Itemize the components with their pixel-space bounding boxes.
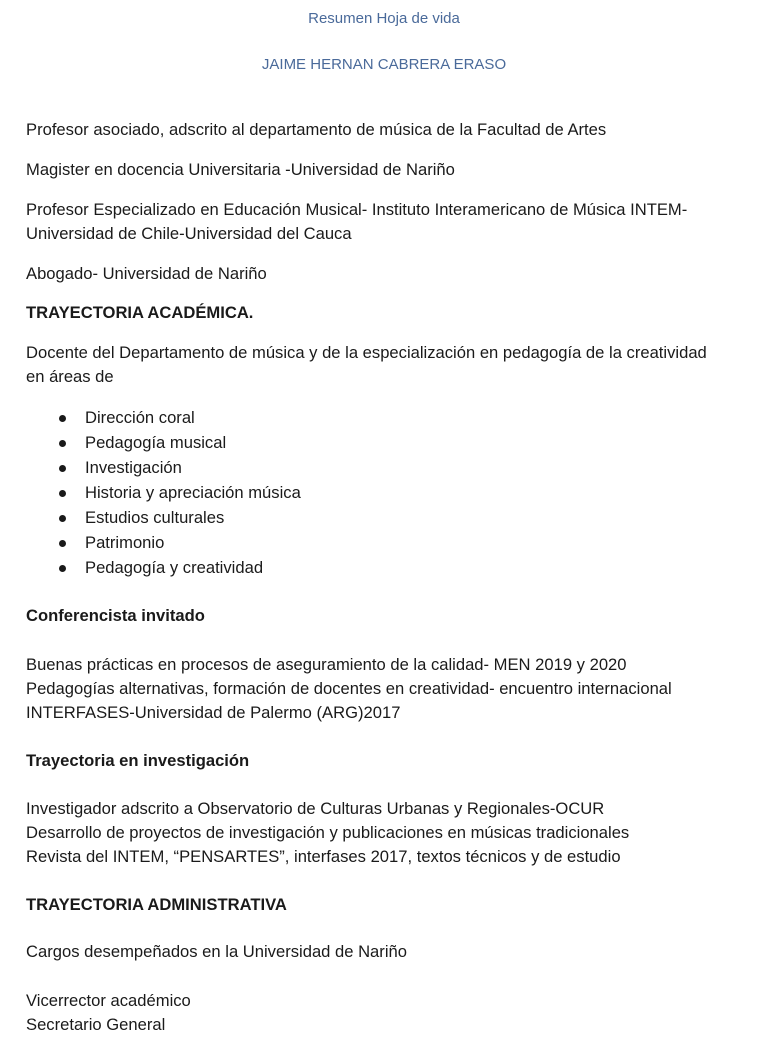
- bullet-icon: [59, 515, 66, 522]
- intro-line-specialization-1: Profesor Especializado en Educación Musical- Instituto Interamericano de Música INTEM-: [26, 200, 688, 219]
- list-item: Historia y apreciación música: [0, 481, 600, 505]
- academic-description-2: en áreas de: [26, 367, 114, 386]
- bullet-icon: [59, 490, 66, 497]
- intro-line-lawyer: Abogado- Universidad de Nariño: [26, 264, 267, 283]
- document-title: Resumen Hoja de vida: [308, 10, 460, 27]
- heading-speaker: Conferencista invitado: [26, 606, 205, 625]
- list-item: Dirección coral: [0, 406, 600, 430]
- research-line-1: Investigador adscrito a Observatorio de Culturas Urbanas y Regionales-OCUR: [26, 799, 605, 818]
- list-item: Pedagogía y creatividad: [0, 556, 600, 580]
- bullet-icon: [59, 440, 66, 447]
- intro-line-position: Profesor asociado, adscrito al departamento de música de la Facultad de Artes: [26, 120, 607, 139]
- list-item: Estudios culturales: [0, 506, 600, 530]
- speaker-line-3: INTERFASES-Universidad de Palermo (ARG)2017: [26, 703, 401, 722]
- bullet-icon: [59, 465, 66, 472]
- bullet-icon: [59, 540, 66, 547]
- list-item: Investigación: [0, 456, 600, 480]
- person-name: JAIME HERNAN CABRERA ERASO: [261, 56, 507, 73]
- research-line-2: Desarrollo de proyectos de investigación y publicaciones en músicas tradicionales: [26, 823, 630, 842]
- admin-role-vicerrector: Vicerrector académico: [26, 991, 191, 1010]
- heading-administrative: TRAYECTORIA ADMINISTRATIVA: [26, 895, 287, 914]
- bullet-icon: [59, 415, 66, 422]
- academic-description-1: Docente del Departamento de música y de la especialización en pedagogía de la creatividad: [26, 343, 707, 362]
- bullet-icon: [59, 565, 66, 572]
- heading-academic: TRAYECTORIA ACADÉMICA.: [26, 303, 254, 322]
- research-line-3: Revista del INTEM, “PENSARTES”, interfases 2017, textos técnicos y de estudio: [26, 847, 621, 866]
- intro-line-masters: Magister en docencia Universitaria -Universidad de Nariño: [26, 160, 455, 179]
- speaker-line-2: Pedagogías alternativas, formación de docentes en creatividad- encuentro internacional: [26, 679, 672, 698]
- intro-line-specialization-2: Universidad de Chile-Universidad del Cauca: [26, 224, 352, 243]
- speaker-line-1: Buenas prácticas en procesos de aseguramiento de la calidad- MEN 2019 y 2020: [26, 655, 627, 674]
- heading-research: Trayectoria en investigación: [26, 751, 250, 770]
- admin-role-secretario: Secretario General: [26, 1015, 166, 1034]
- list-item: Patrimonio: [0, 531, 600, 555]
- admin-intro: Cargos desempeñados en la Universidad de Nariño: [26, 942, 407, 961]
- list-item: Pedagogía musical: [0, 431, 600, 455]
